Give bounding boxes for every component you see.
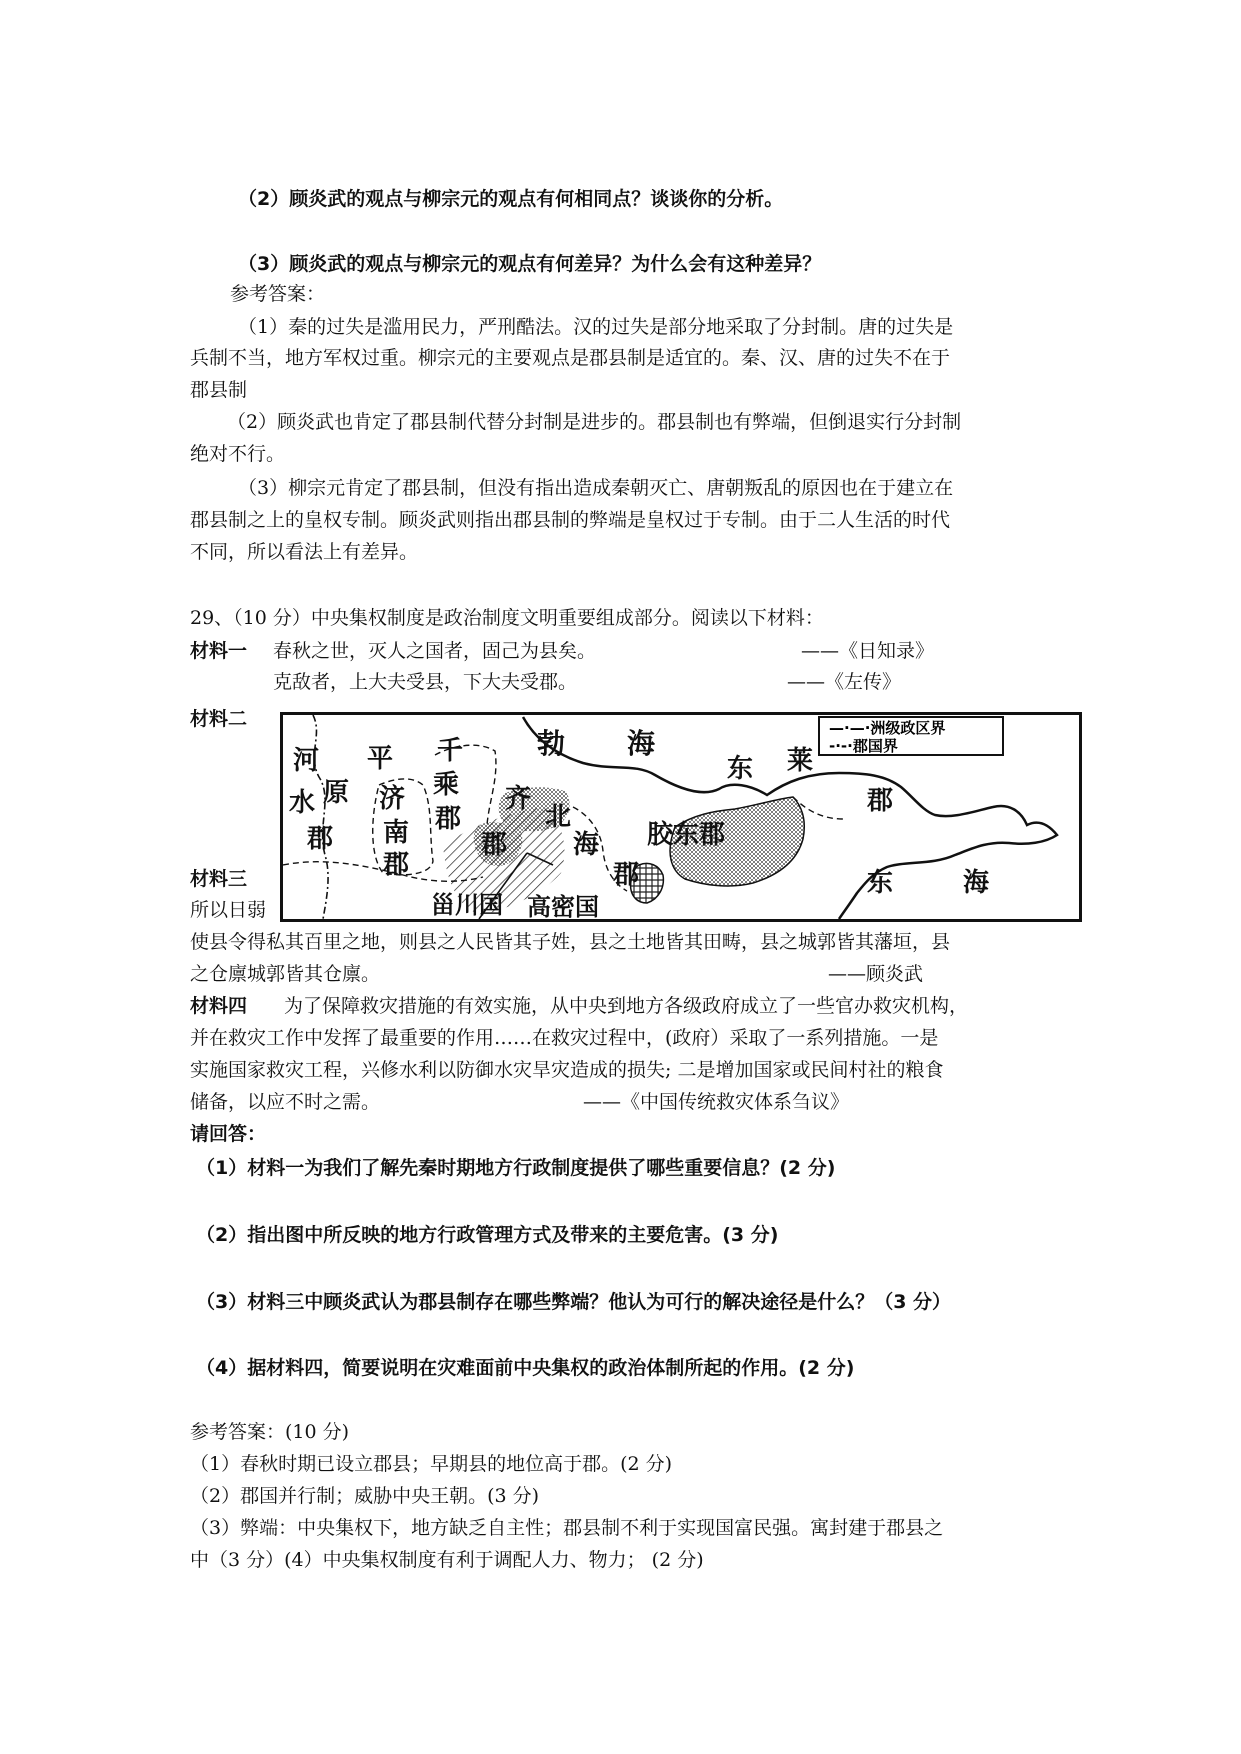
q28-answer-3-line-1: （3）柳宗元肯定了郡县制，但没有指出造成秦朝灭亡、唐朝叛乱的原因也在于建立在 xyxy=(238,477,954,499)
map-label: 高密国 xyxy=(527,893,599,919)
map-label: 胶东郡 xyxy=(647,820,726,850)
material-1-label: 材料一 xyxy=(190,640,248,662)
material-3-source: ——顾炎武 xyxy=(828,963,924,985)
material-1-text-2: 克敌者，上大夫受县，下大夫受郡。 xyxy=(273,671,578,693)
map-label: 勃 xyxy=(537,727,566,760)
material-4-source: ——《中国传统救灾体系刍议》 xyxy=(583,1091,850,1113)
q29-question-3: （3）材料三中顾炎武认为郡县制存在哪些弊端？他认为可行的解决途径是什么？（3 分） xyxy=(196,1291,952,1313)
map-label: 海 xyxy=(627,727,656,760)
q28-answer-1-line-2: 兵制不当，地方军权过重。柳宗元的主要观点是郡县制是适宜的。秦、汉、唐的过失不在于 xyxy=(190,347,951,369)
q28-answer-2-line-2: 绝对不行。 xyxy=(190,443,286,465)
map-label: 海 xyxy=(963,868,990,898)
material-4-line-3: 实施国家救灾工程，兴修水利以防御水灾旱灾造成的损失; 二是增加国家或民间村社的粮食 xyxy=(190,1059,944,1081)
material-3-line-1: 所以日弱 xyxy=(190,899,267,921)
q29-answer-3-line-2: 中（3 分）(4）中央集权制度有利于调配人力、物力； (2 分) xyxy=(190,1549,704,1571)
material-4-label: 材料四 xyxy=(190,995,248,1017)
q29-answer-2: （2）郡国并行制；威胁中央王朝。(3 分) xyxy=(190,1485,540,1507)
map-label: 海 xyxy=(573,830,600,860)
material-1-source-1: ——《日知录》 xyxy=(801,640,935,662)
material-3-line-3: 之仓廪城郭皆其仓廪。 xyxy=(190,963,381,985)
map-label: 北 xyxy=(545,802,572,832)
material-4-line-2: 并在救灾工作中发挥了最重要的作用……在救灾过程中，(政府）采取了一系列措施。一是 xyxy=(190,1027,939,1049)
material-3-line-2: 使县令得私其百里之地，则县之人民皆其子姓，县之土地皆其田畴，县之城郭皆其藩垣，县 xyxy=(190,931,951,953)
q29-intro: 29、（10 分）中央集权制度是政治制度文明重要组成部分。阅读以下材料： xyxy=(190,607,824,629)
q28-question-2: （2）顾炎武的观点与柳宗元的观点有何相同点？谈谈你的分析。 xyxy=(238,188,784,210)
q29-answer-1: （1）春秋时期已设立郡县；早期县的地位高于郡。(2 分) xyxy=(190,1453,673,1475)
map-label: 南 xyxy=(383,818,410,848)
q28-answer-3-line-3: 不同，所以看法上有差异。 xyxy=(190,541,419,563)
answer-prompt: 请回答： xyxy=(190,1123,267,1145)
map-svg xyxy=(283,715,1079,919)
material-3-label: 材料三 xyxy=(190,868,248,890)
material-1-source-2: ——《左传》 xyxy=(787,671,902,693)
material-2-label: 材料二 xyxy=(190,708,248,730)
map-label: 郡 xyxy=(867,786,894,816)
map-label: 东 xyxy=(727,754,754,784)
map-label: 郡 xyxy=(435,804,462,834)
q28-answer-1-line-1: （1）秦的过失是滥用民力，严刑酷法。汉的过失是部分地采取了分封制。唐的过失是 xyxy=(238,316,954,338)
map-label: 甾川国 xyxy=(431,891,503,919)
map-label: 济 xyxy=(379,784,406,814)
material-4-line-1: 为了保障救灾措施的有效实施，从中央到地方各级政府成立了一些官办救灾机构， xyxy=(284,995,969,1017)
q28-answer-3-line-2: 郡县制之上的皇权专制。顾炎武则指出郡县制的弊端是皇权过于专制。由于二人生活的时代 xyxy=(190,509,951,531)
q29-answer-3-line-1: （3）弊端：中央集权下，地方缺乏自主性；郡县制不利于实现国富民强。寓封建于郡县之 xyxy=(190,1517,944,1539)
q29-answer-label: 参考答案：(10 分) xyxy=(190,1421,350,1443)
map-label: 平 xyxy=(367,744,394,774)
map-label: 郡 xyxy=(481,830,508,860)
map-label: 郡 xyxy=(383,850,410,880)
map-label: 郡 xyxy=(307,824,334,854)
q28-answer-1-line-3: 郡县制 xyxy=(190,379,248,401)
map-label: 郡 xyxy=(613,860,640,890)
historical-map xyxy=(280,712,1082,922)
map-label: 齐 xyxy=(505,784,532,814)
map-label: 河 xyxy=(293,746,320,776)
q29-question-1: （1）材料一为我们了解先秦时期地方行政制度提供了哪些重要信息？(2 分) xyxy=(196,1157,836,1179)
material-1-text-1: 春秋之世，灭人之国者，固己为县矣。 xyxy=(273,640,597,662)
map-label: 水 xyxy=(289,788,316,818)
material-4-line-4: 储备，以应不时之需。 xyxy=(190,1091,381,1113)
map-label: 千 xyxy=(437,736,464,766)
q28-question-3: （3）顾炎武的观点与柳宗元的观点有何差异？为什么会有这种差异？ xyxy=(238,253,822,275)
map-label: 乘 xyxy=(433,770,460,800)
q28-answer-2-line-1: （2）顾炎武也肯定了郡县制代替分封制是进步的。郡县制也有弊端，但倒退实行分封制 xyxy=(227,411,962,433)
legend-state-boundary: —·—·洲级政区界 xyxy=(829,719,946,737)
legend-commandery-boundary: -·-·郡国界 xyxy=(829,737,898,755)
map-label: 原 xyxy=(323,778,350,808)
q29-question-2: （2）指出图中所反映的地方行政管理方式及带来的主要危害。(3 分) xyxy=(196,1224,779,1246)
map-label: 莱 xyxy=(787,746,814,776)
q28-answer-label: 参考答案： xyxy=(230,283,326,305)
map-label: 东 xyxy=(867,868,894,898)
q29-question-4: （4）据材料四，简要说明在灾难面前中央集权的政治体制所起的作用。(2 分) xyxy=(196,1357,855,1379)
